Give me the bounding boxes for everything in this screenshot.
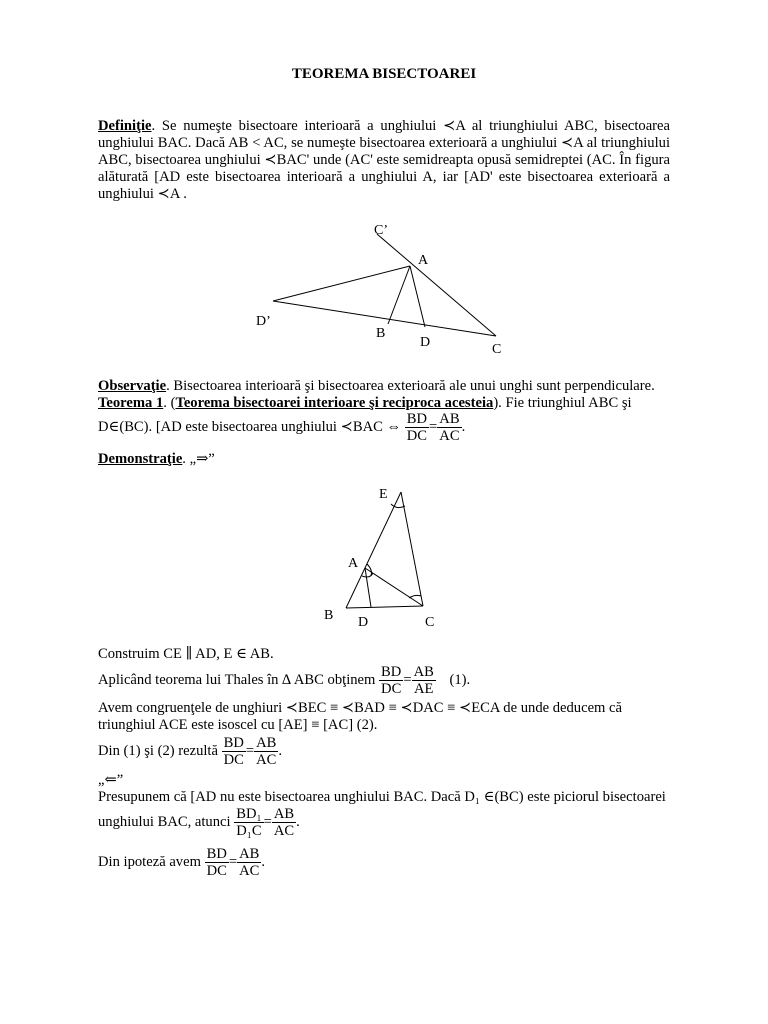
fraction-numerator: BD <box>406 411 428 427</box>
line-a-c <box>365 568 423 606</box>
theorem-line <box>98 395 670 412</box>
label-c-prime: C’ <box>374 223 388 238</box>
theorem-open: . ( <box>163 395 176 411</box>
period: . <box>261 853 266 870</box>
fraction-bd1-d1c <box>234 806 263 839</box>
page-title: TEOREMA BISECTOAREI <box>291 66 477 82</box>
thales-line <box>98 664 470 697</box>
line-d-prime-a <box>273 266 410 301</box>
congruence-line-2: triunghiul ACE este isoscel cu [AE] ≡ [AC] (2). <box>98 717 378 733</box>
proof-text: . „⇒” <box>182 451 215 467</box>
label-d: D <box>420 335 431 350</box>
equals-sign: = <box>263 813 272 830</box>
fraction-denominator: DC <box>223 752 244 768</box>
figure-internal-bisector <box>315 480 455 630</box>
period: . <box>278 742 283 759</box>
observation-line <box>98 378 655 395</box>
fraction-denominator: DC <box>206 863 227 879</box>
equation-ref: (1). <box>449 671 471 688</box>
figure-external-bisector <box>240 215 530 365</box>
line-b-c <box>346 606 423 608</box>
line-b-e <box>346 492 401 608</box>
observation-label: Observaţie <box>98 378 167 394</box>
angle-mark-e <box>391 504 405 508</box>
label-c: C <box>492 342 502 357</box>
label-e: E <box>379 487 388 502</box>
fraction-denominator: DC <box>381 681 402 697</box>
fraction-ab-ac <box>437 411 461 444</box>
fraction-bd-dc <box>222 735 246 768</box>
label-c: C <box>425 615 435 630</box>
theorem-statement <box>98 411 465 444</box>
fraction-ab-ae <box>412 664 436 697</box>
definition-text: . Se numeşte bisectoare interioară a unghiului ≺A al triunghiului ABC, bisectoarea unghiului BAC. Dacă AB < AC, se numeşte bisectoarea exterioară a unghiului ≺A al triunghiului ABC, bisectoarea unghiului ≺BAC' unde (AC' este semidreapta opusă semidreptei (AC. În figura alăturată [AD este bisectoarea interioară a unghiului A, iar [AD' este bisectoarea exterioară a unghiului ≺A . <box>98 118 670 202</box>
equals-sign: = <box>403 671 412 688</box>
fraction-denominator: AC <box>439 428 460 444</box>
period: . <box>461 418 466 435</box>
fraction-denominator: AC <box>256 752 277 768</box>
line-a-d <box>410 266 425 327</box>
theorem-name: Teorema bisectoarei interioare şi reciproca acesteia <box>175 395 494 411</box>
proof-label: Demonstraţie <box>98 451 183 467</box>
fraction-numerator: AB <box>256 735 277 751</box>
thales-text: Aplicând teorema lui Thales în ∆ ABC obţinem <box>98 671 376 688</box>
theorem-line2: D∈(BC). [AD este bisectoarea unghiului ≺BAC ⇔ <box>98 418 402 435</box>
fraction-denominator: AC <box>239 863 260 879</box>
fraction-bd-dc <box>379 664 403 697</box>
fraction-denominator: AC <box>273 823 295 839</box>
suppose-text: unghiului BAC, atunci <box>98 813 231 830</box>
fraction-denominator: D₁C <box>236 823 262 839</box>
fraction-bd-dc <box>405 411 429 444</box>
fraction-numerator: BD₁ <box>236 806 262 822</box>
fraction-denominator: DC <box>406 428 428 444</box>
equals-sign: = <box>228 853 238 870</box>
equals-sign: = <box>429 418 438 435</box>
line-e-c <box>401 492 423 606</box>
hypothesis-line <box>98 846 265 879</box>
theorem-rest: ). Fie triunghiul ABC şi <box>493 395 632 411</box>
label-b: B <box>376 326 386 341</box>
label-a: A <box>418 253 429 268</box>
fraction-numerator: AB <box>239 846 260 862</box>
theorem-label: Teorema 1 <box>98 395 164 411</box>
fraction-numerator: BD <box>223 735 244 751</box>
label-d-prime: D’ <box>256 314 271 329</box>
fraction-denominator: AE <box>413 681 434 697</box>
fraction-ab-ac <box>272 806 296 839</box>
hypothesis-text: Din ipoteză avem <box>98 853 201 870</box>
result-text: Din (1) şi (2) rezultă <box>98 742 218 759</box>
fraction-numerator: AB <box>273 806 295 822</box>
definition-label: Definiţie <box>98 118 152 134</box>
label-d: D <box>358 615 369 630</box>
fraction-ab-ac <box>254 735 278 768</box>
line-a-b <box>388 266 410 324</box>
proof-line <box>98 451 215 468</box>
label-a: A <box>348 556 359 571</box>
result-line <box>98 735 282 768</box>
line-c-prime-c <box>377 234 496 336</box>
line-a-d <box>365 568 371 607</box>
construct-line: Construim CE ∥ AD, E ∈ AB. <box>98 646 274 662</box>
converse-line: „⇐” <box>98 772 124 788</box>
fraction-numerator: AB <box>439 411 460 427</box>
label-b: B <box>324 608 334 623</box>
fraction-ab-ac <box>237 846 261 879</box>
fraction-numerator: AB <box>413 664 434 680</box>
equals-sign: = <box>245 742 255 759</box>
definition-paragraph <box>98 118 670 203</box>
suppose-line-1: Presupunem că [AD nu este bisectoarea unghiului BAC. Dacă D₁ ∈(BC) este piciorul bisectoarei <box>98 789 666 805</box>
fraction-numerator: BD <box>206 846 227 862</box>
fraction-numerator: BD <box>381 664 402 680</box>
period: . <box>296 813 300 830</box>
fraction-bd-dc <box>205 846 229 879</box>
observation-text: . Bisectoarea interioară şi bisectoarea exterioară ale unui unghi sunt perpendiculare. <box>166 378 655 394</box>
congruence-line-1: Avem congruenţele de unghiuri ≺BEC ≡ ≺BAD ≡ ≺DAC ≡ ≺ECA de unde deducem că <box>98 700 623 716</box>
suppose-line-2 <box>98 806 300 839</box>
